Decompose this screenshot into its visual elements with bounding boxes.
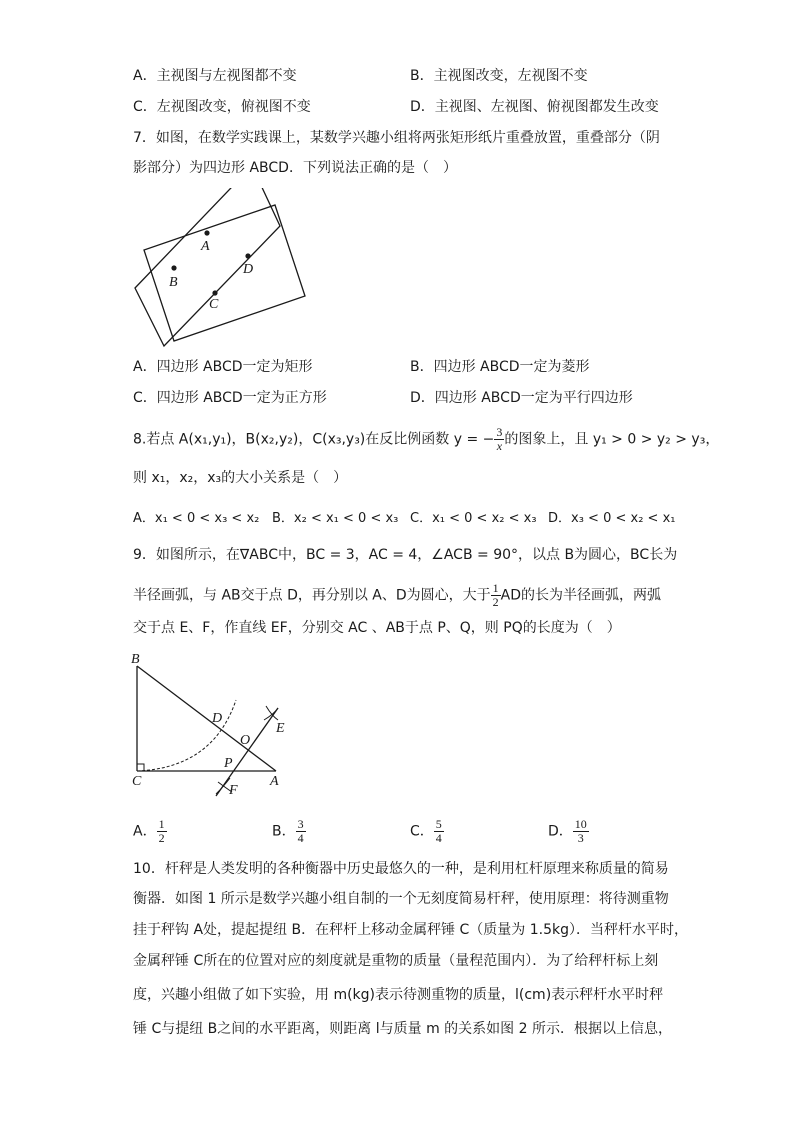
q10-line2: 衡器．如图 1 所示是数学兴趣小组自制的一个无刻度简易杆秤，使用原理：将待测重物	[133, 891, 669, 907]
q6-option-a: A．主视图与左视图都不变	[133, 68, 297, 84]
label-b: B	[169, 275, 178, 290]
q10-line4: 金属秤锤 C所在的位置对应的刻度就是重物的质量（量程范围内）．为了给秤杆标上刻	[133, 953, 659, 969]
label-c: C	[132, 774, 142, 789]
q9-stem-line2	[133, 582, 661, 609]
q8-stem-pre: 8.若点 A(x₁,y₁)，B(x₂,y₂)，C(x₃,y₃)在反比例函数 y = −	[133, 431, 495, 448]
q9-option-b-num: 3	[297, 817, 304, 831]
q9-option-d-num: 10	[574, 817, 587, 831]
point-a	[204, 230, 209, 235]
q8-option-c: C．x₁ < 0 < x₂ < x₃	[410, 511, 537, 526]
label-o: O	[240, 733, 251, 748]
q9-option-b-letter: B．	[272, 823, 296, 840]
label-e: E	[276, 721, 285, 736]
q9-option-a-den: 2	[158, 831, 165, 845]
arc-mark-f2	[216, 778, 230, 794]
q8-fraction	[494, 426, 504, 453]
label-d: D	[243, 262, 254, 277]
q9-option-d-den: 3	[577, 831, 584, 845]
q9-half-den: 2	[492, 595, 499, 609]
q8-stem-line2: 则 x₁，x₂，x₃的大小关系是（ ）	[133, 470, 348, 486]
q8-frac-num: 3	[496, 425, 503, 439]
q9-stem-line1: 9．如图所示，在∇ABC中，BC = 3，AC = 4，∠ACB = 90°，以点 B为圆心，BC长为	[133, 547, 678, 563]
q7-option-c: C．四边形 ABCD一定为正方形	[133, 390, 327, 406]
q9-half-num: 1	[492, 581, 499, 595]
q9-option-c-den: 4	[435, 831, 442, 845]
label-a: A	[270, 774, 279, 789]
label-d: D	[212, 711, 223, 726]
q9-stem2-pre: 半径画弧，与 AB交于点 D，再分别以 A、D为圆心，大于	[133, 587, 491, 604]
q9-option-a	[133, 818, 167, 845]
q9-option-c-fraction	[434, 818, 444, 845]
q9-figure	[128, 650, 298, 800]
rectangle-2	[135, 188, 280, 346]
point-d	[245, 253, 250, 258]
rectangle-1	[144, 205, 305, 341]
q6-option-b: B．主视图改变，左视图不变	[410, 68, 588, 84]
q9-option-c-letter: C．	[410, 823, 434, 840]
q8-option-a: A．x₁ < 0 < x₃ < x₂	[133, 511, 260, 526]
label-b: B	[131, 652, 140, 667]
side-ab	[137, 666, 276, 771]
q7-option-b: B．四边形 ABCD一定为菱形	[410, 359, 590, 375]
q9-option-d-letter: D．	[548, 823, 573, 840]
point-c	[212, 290, 217, 295]
q10-line5: 度，兴趣小组做了如下实验，用 m(kg)表示待测重物的质量，l(cm)表示秤杆水平时秤	[133, 987, 664, 1003]
q7-stem-line2: 影部分）为四边形 ABCD．下列说法正确的是（ ）	[133, 160, 457, 176]
q10-line3: 挂于秤钩 A处，提起提纽 B．在秤杆上移动金属秤锤 C（质量为 1.5kg）．当秤杆水平时，	[133, 922, 689, 938]
q9-stem-line3: 交于点 E、F，作直线 EF，分别交 AC 、AB于点 P、Q，则 PQ的长度为（ ）	[133, 620, 621, 636]
q9-option-a-num: 1	[158, 817, 165, 831]
q9-option-d-fraction	[573, 818, 589, 845]
q9-option-c	[410, 818, 444, 845]
line-ef	[216, 708, 278, 796]
q7-stem-line1: 7．如图，在数学实践课上，某数学兴趣小组将两张矩形纸片重叠放置，重叠部分（阴	[133, 130, 660, 146]
right-angle-mark	[137, 764, 144, 771]
q9-option-b-den: 4	[297, 831, 304, 845]
label-p: P	[224, 756, 233, 771]
q7-option-a: A．四边形 ABCD一定为矩形	[133, 359, 313, 375]
q9-option-b	[272, 818, 306, 845]
point-b	[171, 265, 176, 270]
q10-line1: 10．杆秤是人类发明的各种衡器中历史最悠久的一种，是利用杠杆原理来称质量的简易	[133, 861, 669, 877]
q9-option-b-fraction	[296, 818, 306, 845]
label-c: C	[209, 297, 219, 312]
q8-stem-line1	[133, 426, 719, 453]
q8-option-b: B．x₂ < x₁ < 0 < x₃	[272, 511, 399, 526]
q9-option-a-letter: A．	[133, 823, 157, 840]
q8-stem-post: 的图象上，且 y₁ > 0 > y₂ > y₃，	[504, 431, 720, 448]
q9-option-a-fraction	[157, 818, 167, 845]
q9-option-c-num: 5	[435, 817, 442, 831]
q6-option-c: C．左视图改变，俯视图不变	[133, 99, 311, 115]
q9-stem2-post: AD的长为半径画弧，两弧	[500, 587, 662, 604]
q6-option-d: D．主视图、左视图、俯视图都发生改变	[410, 99, 659, 115]
q9-option-d	[548, 818, 589, 845]
q9-half-fraction	[491, 582, 501, 609]
label-f: F	[229, 783, 238, 798]
q7-figure	[130, 188, 310, 348]
label-a: A	[201, 239, 210, 254]
q7-option-d: D．四边形 ABCD一定为平行四边形	[410, 390, 633, 406]
q8-option-d: D．x₃ < 0 < x₂ < x₁	[548, 511, 676, 526]
q8-frac-den: x	[496, 439, 503, 453]
q10-line6: 锤 C与提纽 B之间的水平距离，则距离 l与质量 m 的关系如图 2 所示．根据以上信息，	[133, 1021, 672, 1037]
